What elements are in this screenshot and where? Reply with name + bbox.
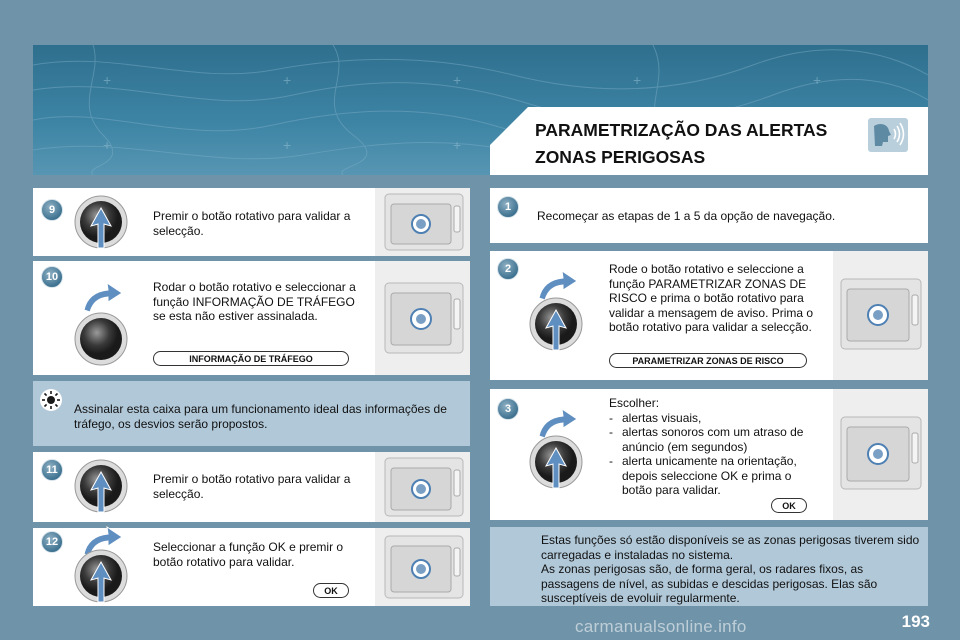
ok-pill: OK [313, 583, 349, 598]
step-2-badge: 2 [497, 258, 519, 280]
step-3-text [609, 396, 824, 498]
rotary-knob-press-icon [73, 548, 129, 604]
svg-text:+: + [283, 137, 292, 153]
radio-panel-thumbnail [375, 261, 470, 375]
step-9-badge: 9 [41, 199, 63, 221]
radio-panel-thumbnail [375, 528, 470, 606]
title-line-1: PARAMETRIZAÇÃO DAS ALERTAS [535, 120, 828, 140]
svg-text:+: + [283, 72, 292, 88]
voice-alert-icon [868, 118, 908, 152]
radio-panel-thumbnail [375, 452, 470, 522]
note-paragraph-2: As zonas perigosas são, de forma geral, os radares fixos, as passagens de nível, as subidas e descidas perigosas. Elas são susceptíveis de evoluir regularmente. [541, 562, 878, 605]
svg-text:+: + [813, 72, 822, 88]
svg-text:+: + [633, 72, 642, 88]
step-9-text: Premir o botão rotativo para validar a selecção. [153, 209, 351, 238]
svg-text:+: + [103, 137, 112, 153]
step-11-text: Premir o botão rotativo para validar a selecção. [153, 472, 351, 501]
rotary-knob-icon [73, 311, 129, 367]
watermark: carmanualsonline.info [575, 617, 747, 636]
step-11-badge: 11 [41, 459, 63, 481]
rotary-knob-press-icon [528, 296, 584, 352]
title-line-2: ZONAS PERIGOSAS [535, 147, 706, 167]
step-12-text: Seleccionar a função OK e premir o botão rotativo para validar. [153, 540, 344, 569]
list-item: - alerta unicamente na orientação, depois seleccione OK e prima o botão para validar. [609, 454, 824, 498]
rotary-knob-press-icon [73, 194, 129, 250]
ok-pill: OK [771, 498, 807, 513]
traffic-info-pill: INFORMAÇÃO DE TRÁFEGO [153, 351, 349, 366]
step-10-text: Rodar o botão rotativo e seleccionar a função INFORMAÇÃO DE TRÁFEGO se esta não estiver assinalada. [153, 280, 356, 323]
set-risk-zones-pill: PARAMETRIZAR ZONAS DE RISCO [609, 353, 807, 368]
radio-panel-thumbnail [833, 389, 928, 520]
step-12-badge: 12 [41, 531, 63, 553]
radio-panel-thumbnail [375, 188, 470, 256]
step-2-text: Rode o botão rotativo e seleccione a função PARAMETRIZAR ZONAS DE RISCO e prima o botão rotativo para validar a mensagem de aviso. Prima o botão rotativo para validar a selecção. [609, 262, 814, 334]
step-3-options [609, 411, 824, 498]
step-1-badge: 1 [497, 196, 519, 218]
step-3-intro: Escolher: [609, 396, 660, 410]
page-number: 193 [901, 612, 930, 631]
rotary-knob-press-icon [73, 458, 129, 514]
tip-text: Assinalar esta caixa para um funcionamento ideal das informações de tráfego, os desvios serão propostos. [74, 402, 447, 431]
step-10-badge: 10 [41, 266, 63, 288]
list-item: - alertas sonoros com um atraso de anúncio (em segundos) [609, 425, 824, 454]
note-text [541, 533, 921, 606]
page-title [535, 117, 865, 171]
rotate-arrow-icon [80, 280, 124, 314]
svg-text:+: + [103, 72, 112, 88]
tip-sun-icon [39, 388, 63, 412]
radio-panel-thumbnail [833, 251, 928, 380]
step-3-badge: 3 [497, 398, 519, 420]
svg-text:+: + [453, 72, 462, 88]
svg-text:+: + [453, 137, 462, 153]
note-paragraph-1: Estas funções só estão disponíveis se as zonas perigosas tiverem sido carregadas e instaladas no sistema. [541, 533, 920, 562]
list-item: - alertas visuais, [609, 411, 824, 426]
step-1-text: Recomeçar as etapas de 1 a 5 da opção de navegação. [537, 209, 836, 223]
rotary-knob-press-icon [528, 434, 584, 490]
